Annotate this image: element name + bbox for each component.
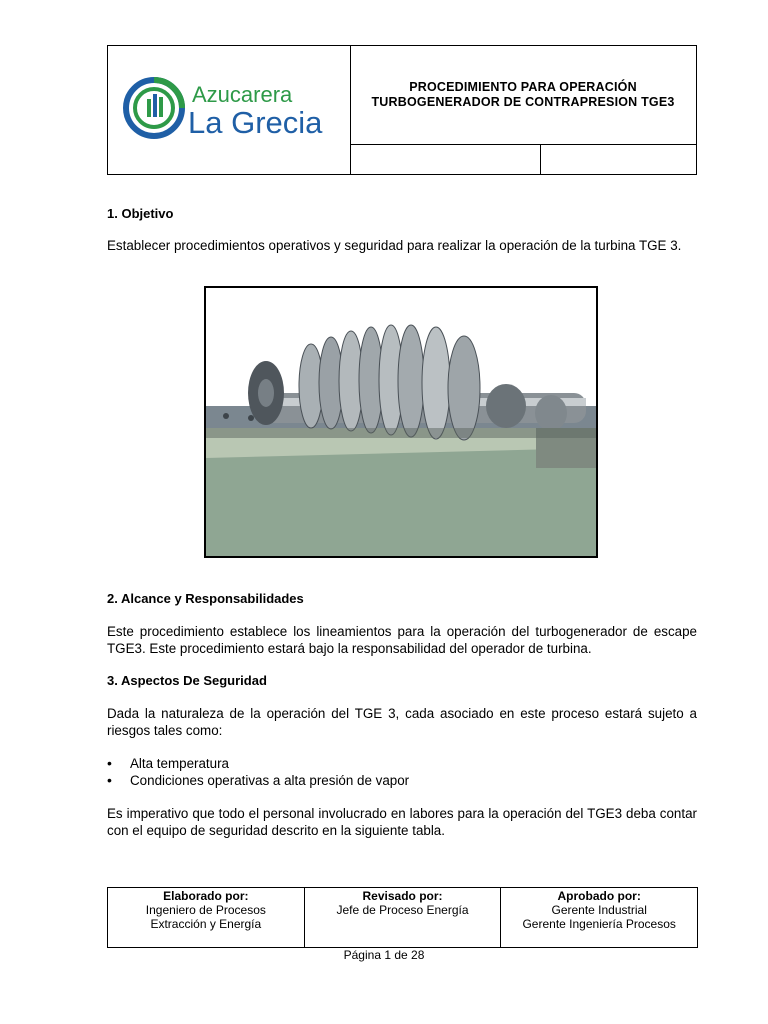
section-3-text: Dada la naturaleza de la operación del TGE 3, cada asociado en este proceso estará sujeto a riesgos tales como:: [107, 706, 697, 738]
elaborado-line2: Extracción y Energía: [150, 917, 262, 931]
risk-item: • Condiciones operativas a alta presión de vapor: [107, 772, 409, 789]
approval-table: [107, 887, 698, 948]
revisado-column: [304, 888, 501, 947]
elaborado-line1: Ingeniero de Procesos: [145, 903, 266, 917]
elaborado-column: [108, 888, 304, 947]
page-number: Página 1 de 28: [343, 948, 425, 962]
header-empty-cell-2: [541, 145, 696, 174]
aprobado-title: Aprobado por:: [557, 889, 641, 903]
aprobado-column: [500, 888, 697, 947]
logo-text-azucarera: Azucarera: [192, 82, 293, 107]
section-1-text: Establecer procedimientos operativos y seguridad para realizar la operación de la turbina TGE 3.: [107, 238, 682, 253]
section-2-text: Este procedimiento establece los lineamientos para la operación del turbogenerador de escape TGE3. Este procedimiento estará bajo la responsabilidad del operador de turbina.: [107, 624, 697, 656]
doc-title-line1: PROCEDIMIENTO PARA OPERACIÓN: [409, 80, 637, 94]
revisado-line1: Jefe de Proceso Energía: [336, 903, 469, 917]
aprobado-line1: Gerente Industrial: [551, 903, 647, 917]
doc-title-line2: TURBOGENERADOR DE CONTRAPRESION TGE3: [371, 95, 675, 109]
section-1-heading: 1. Objetivo: [107, 206, 174, 221]
header-empty-cell-1: [350, 145, 541, 174]
aprobado-line2: Gerente Ingeniería Procesos: [522, 917, 676, 931]
risk-item: • Alta temperatura: [107, 755, 409, 772]
section-2-heading: 2. Alcance y Responsabilidades: [107, 591, 304, 606]
title-cell: [350, 46, 696, 145]
section-3-text-2: Es imperativo que todo el personal involucrado en labores para la operación del TGE3 deba contar con el equipo de seguridad descrito en la siguiente tabla.: [107, 806, 697, 838]
section-3-heading: 3. Aspectos De Seguridad: [107, 673, 267, 688]
document-header: [107, 45, 697, 175]
turbine-illustration: [206, 288, 596, 556]
logo-cell: [108, 46, 351, 174]
company-logo: [122, 72, 337, 144]
turbine-photo: [204, 286, 598, 558]
elaborado-title: Elaborado por:: [163, 889, 249, 903]
logo-text-la-grecia: La Grecia: [188, 105, 323, 140]
revisado-title: Revisado por:: [362, 889, 443, 903]
risk-list: [107, 755, 409, 789]
